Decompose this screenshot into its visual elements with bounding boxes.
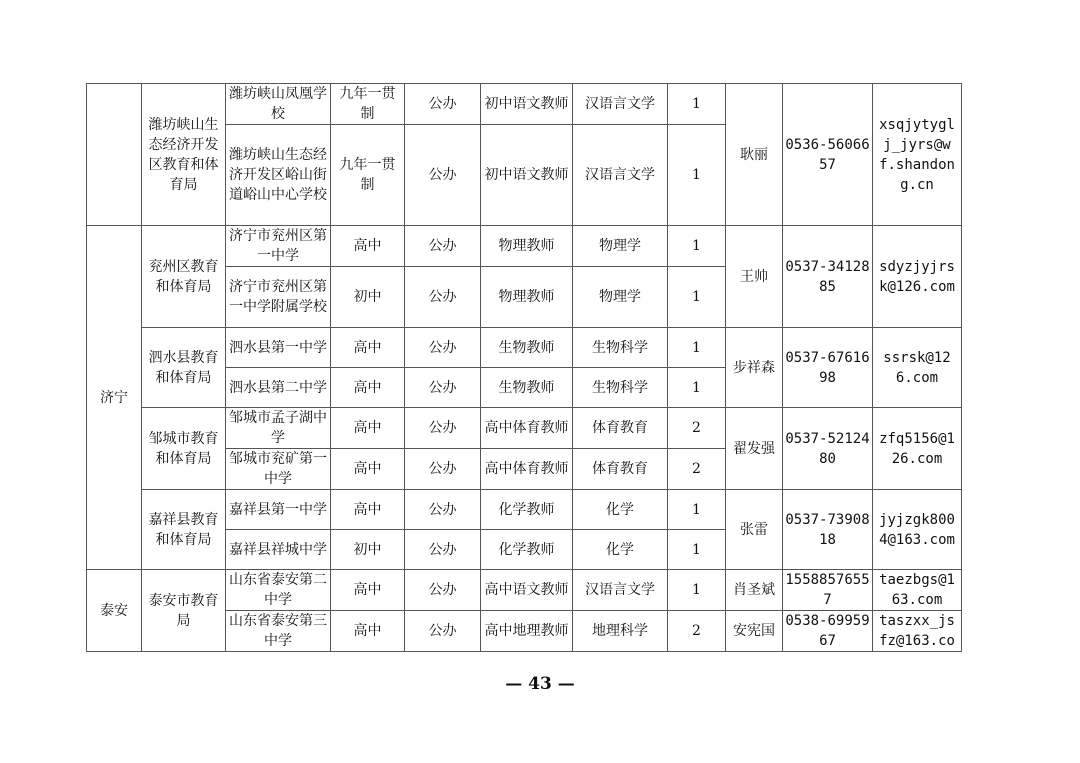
contact-email-cell: xsqjytyglj_jyrs@wf.shandong.cn (873, 84, 962, 226)
table-row (87, 328, 962, 368)
table-row (87, 570, 962, 611)
post-cell: 化学教师 (481, 530, 573, 570)
count-cell: 1 (668, 226, 726, 267)
contact-name-cell: 张雷 (726, 490, 783, 570)
bureau-cell: 泰安市教育局 (142, 570, 226, 652)
contact-email-cell: taezbgs@163.com (873, 570, 962, 611)
contact-phone-cell: 0537-7390818 (783, 490, 873, 570)
type-cell: 公办 (405, 408, 481, 449)
major-cell: 化学 (573, 490, 668, 530)
school-cell: 山东省泰安第二中学 (226, 570, 331, 611)
post-cell: 高中体育教师 (481, 408, 573, 449)
school-cell: 邹城市孟子湖中学 (226, 408, 331, 449)
post-cell: 初中语文教师 (481, 125, 573, 226)
major-cell: 地理科学 (573, 611, 668, 652)
major-cell: 化学 (573, 530, 668, 570)
level-cell: 高中 (331, 328, 405, 368)
level-cell: 高中 (331, 449, 405, 490)
contact-phone-cell: 0538-6995967 (783, 611, 873, 652)
post-cell: 高中语文教师 (481, 570, 573, 611)
post-cell: 物理教师 (481, 226, 573, 267)
contact-name-cell: 肖圣斌 (726, 570, 783, 611)
major-cell: 物理学 (573, 267, 668, 328)
contact-phone-cell: 0537-3412885 (783, 226, 873, 328)
major-cell: 汉语言文学 (573, 125, 668, 226)
count-cell: 1 (668, 84, 726, 125)
post-cell: 高中地理教师 (481, 611, 573, 652)
count-cell: 2 (668, 408, 726, 449)
level-cell: 高中 (331, 490, 405, 530)
count-cell: 1 (668, 490, 726, 530)
type-cell: 公办 (405, 368, 481, 408)
major-cell: 生物科学 (573, 368, 668, 408)
school-cell: 泗水县第一中学 (226, 328, 331, 368)
school-cell: 济宁市兖州区第一中学附属学校 (226, 267, 331, 328)
contact-name-cell: 耿丽 (726, 84, 783, 226)
school-cell: 济宁市兖州区第一中学 (226, 226, 331, 267)
type-cell: 公办 (405, 125, 481, 226)
bureau-cell: 潍坊峡山生态经济开发区教育和体育局 (142, 84, 226, 226)
count-cell: 1 (668, 328, 726, 368)
school-cell: 潍坊峡山生态经济开发区峪山街道峪山中心学校 (226, 125, 331, 226)
level-cell: 高中 (331, 408, 405, 449)
contact-phone-cell: 0537-5212480 (783, 408, 873, 490)
contact-phone-cell: 0537-6761698 (783, 328, 873, 408)
level-cell: 高中 (331, 570, 405, 611)
count-cell: 1 (668, 570, 726, 611)
contact-email-cell: taszxx_jsfz@163.co (873, 611, 962, 652)
school-cell: 邹城市兖矿第一中学 (226, 449, 331, 490)
contact-phone-cell: 0536-5606657 (783, 84, 873, 226)
contact-name-cell: 安宪国 (726, 611, 783, 652)
type-cell: 公办 (405, 328, 481, 368)
level-cell: 初中 (331, 530, 405, 570)
major-cell: 汉语言文学 (573, 570, 668, 611)
school-cell: 嘉祥县第一中学 (226, 490, 331, 530)
contact-name-cell: 步祥森 (726, 328, 783, 408)
major-cell: 体育教育 (573, 408, 668, 449)
bureau-cell: 泗水县教育和体育局 (142, 328, 226, 408)
post-cell: 生物教师 (481, 328, 573, 368)
count-cell: 2 (668, 449, 726, 490)
contact-email-cell: ssrsk@126.com (873, 328, 962, 408)
count-cell: 1 (668, 368, 726, 408)
contact-name-cell: 王帅 (726, 226, 783, 328)
school-cell: 泗水县第二中学 (226, 368, 331, 408)
contact-email-cell: zfq5156@126.com (873, 408, 962, 490)
post-cell: 生物教师 (481, 368, 573, 408)
post-cell: 物理教师 (481, 267, 573, 328)
school-cell: 山东省泰安第三中学 (226, 611, 331, 652)
type-cell: 公办 (405, 570, 481, 611)
school-cell: 嘉祥县祥城中学 (226, 530, 331, 570)
city-cell: 泰安 (87, 570, 142, 652)
type-cell: 公办 (405, 267, 481, 328)
bureau-cell: 兖州区教育和体育局 (142, 226, 226, 328)
level-cell: 高中 (331, 611, 405, 652)
recruitment-table (86, 83, 962, 652)
contact-name-cell: 翟发强 (726, 408, 783, 490)
major-cell: 汉语言文学 (573, 84, 668, 125)
post-cell: 高中体育教师 (481, 449, 573, 490)
table-row (87, 84, 962, 125)
major-cell: 体育教育 (573, 449, 668, 490)
level-cell: 九年一贯制 (331, 125, 405, 226)
bureau-cell: 嘉祥县教育和体育局 (142, 490, 226, 570)
level-cell: 初中 (331, 267, 405, 328)
city-cell: 济宁 (87, 226, 142, 570)
major-cell: 物理学 (573, 226, 668, 267)
contact-email-cell: sdyzjyjrsk@126.com (873, 226, 962, 328)
type-cell: 公办 (405, 84, 481, 125)
count-cell: 1 (668, 267, 726, 328)
table-row (87, 408, 962, 449)
contact-phone-cell: 15588576557 (783, 570, 873, 611)
type-cell: 公办 (405, 449, 481, 490)
type-cell: 公办 (405, 490, 481, 530)
major-cell: 生物科学 (573, 328, 668, 368)
post-cell: 初中语文教师 (481, 84, 573, 125)
type-cell: 公办 (405, 226, 481, 267)
bureau-cell: 邹城市教育和体育局 (142, 408, 226, 490)
level-cell: 高中 (331, 226, 405, 267)
level-cell: 九年一贯制 (331, 84, 405, 125)
table-row (87, 490, 962, 530)
city-cell (87, 84, 142, 226)
count-cell: 1 (668, 125, 726, 226)
count-cell: 1 (668, 530, 726, 570)
count-cell: 2 (668, 611, 726, 652)
contact-email-cell: jyjzgk8004@163.com (873, 490, 962, 570)
page-number: — 43 — (505, 674, 575, 694)
school-cell: 潍坊峡山凤凰学校 (226, 84, 331, 125)
type-cell: 公办 (405, 530, 481, 570)
table-row (87, 226, 962, 267)
level-cell: 高中 (331, 368, 405, 408)
post-cell: 化学教师 (481, 490, 573, 530)
type-cell: 公办 (405, 611, 481, 652)
